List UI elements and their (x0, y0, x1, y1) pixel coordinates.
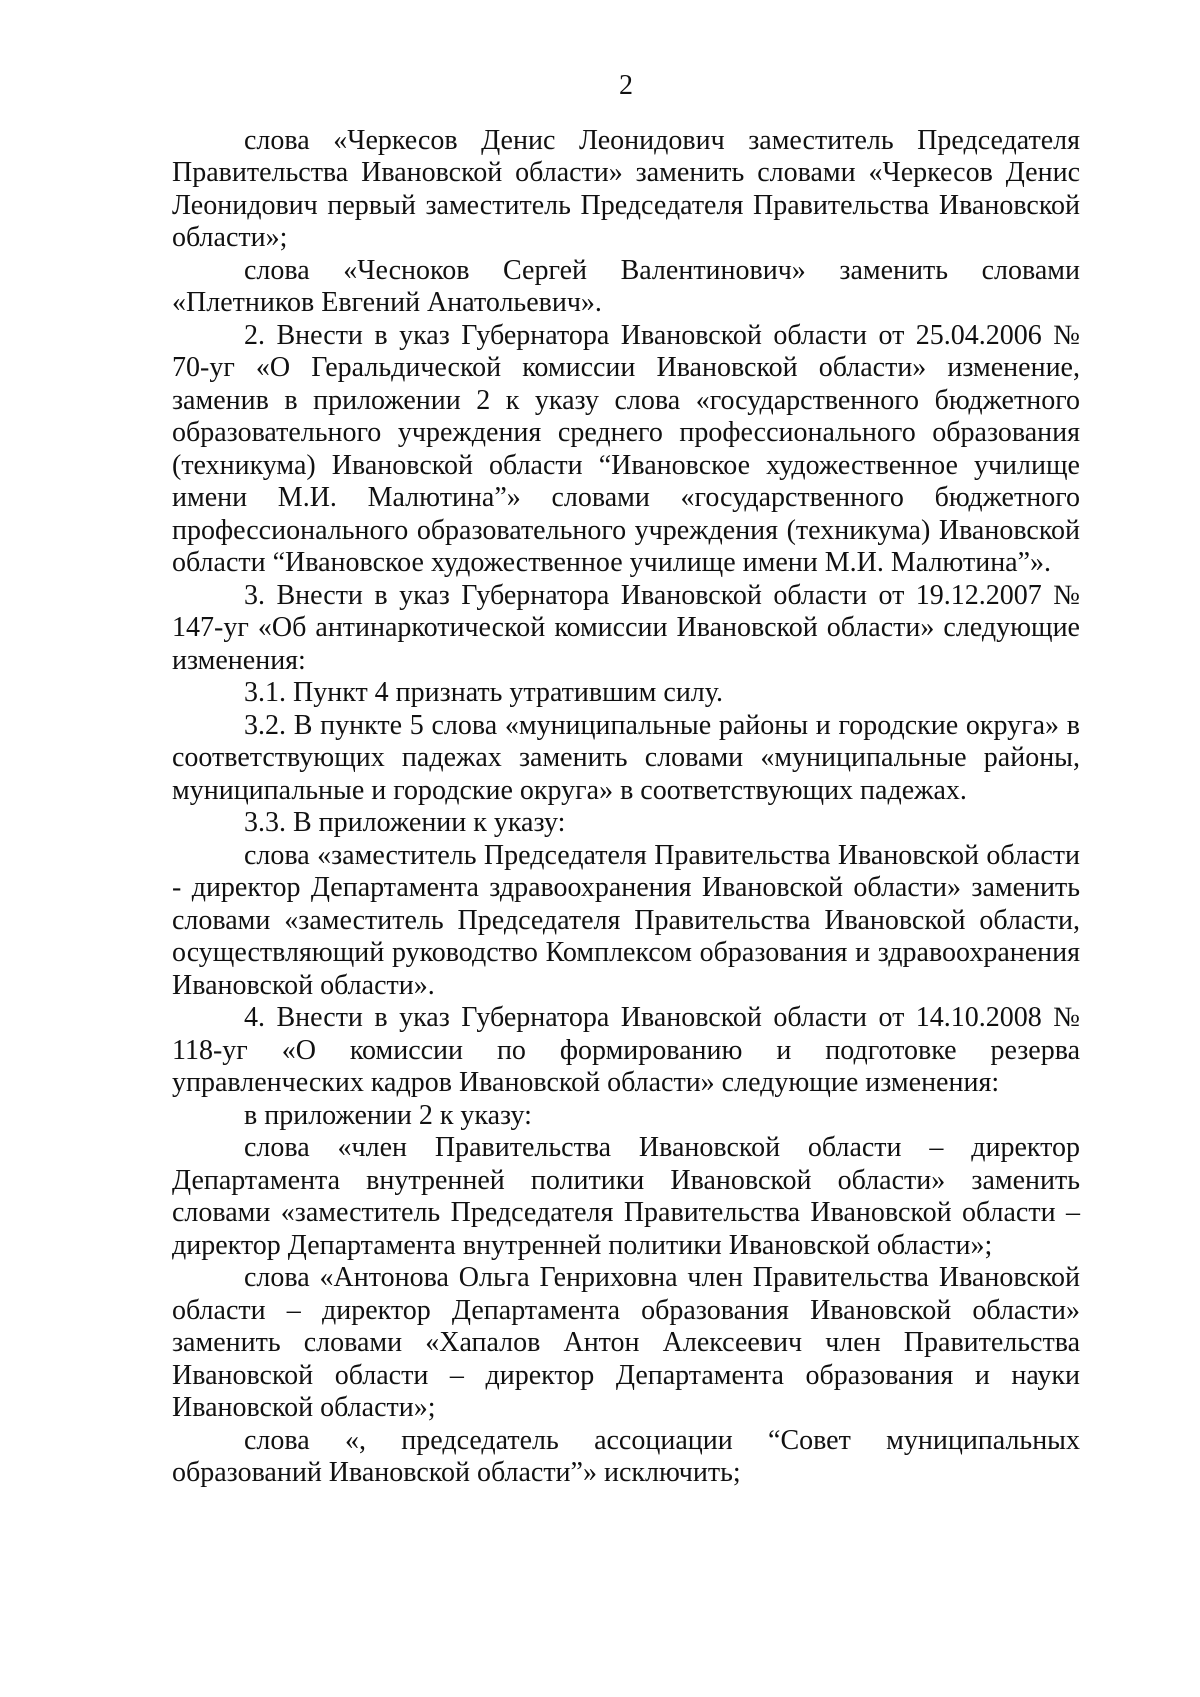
paragraph: слова «Антонова Ольга Генриховна член Правительства Ивановской области – директор Департамента образования Ивановской области» заменить словами «Хапалов Антон Алексеевич член Правительства Ивановской области – директор Департамента образования и науки Ивановской области»; (172, 1262, 1080, 1423)
paragraph: слова «член Правительства Ивановской области – директор Департамента внутренней политики Ивановской области» заменить словами «заместитель Председателя Правительства Ивановской области – директор Департамента внутренней политики Ивановской области»; (172, 1132, 1080, 1261)
page-number: 2 (619, 70, 633, 101)
paragraph: 4. Внести в указ Губернатора Ивановской области от 14.10.2008 № 118-уг «О комиссии по формированию и подготовке резерва управленческих кадров Ивановской области» следующие изменения: (172, 1002, 1080, 1098)
paragraph: 3. Внести в указ Губернатора Ивановской области от 19.12.2007 № 147-уг «Об антинаркотической комиссии Ивановской области» следующие изменения: (172, 579, 1080, 676)
paragraph: 2. Внести в указ Губернатора Ивановской области от 25.04.2006 № 70-уг «О Геральдической комиссии Ивановской области» изменение, заменив в приложении 2 к указу слова «государственного бюджетного образовательного учреждения среднего профессионального образования (техникума) Ивановской области “Ивановское художественное училище имени М.И. Малютина”» словами «государственного бюджетного профессионального образовательного учреждения (техникума) Ивановской области “Ивановское художественное училище имени М.И. Малютина”». (172, 319, 1080, 578)
paragraph: в приложении 2 к указу: (244, 1099, 532, 1131)
paragraph: слова «Черкесов Денис Леонидович заместитель Председателя Правительства Ивановской области» заменить словами «Черкесов Денис Леонидович первый заместитель Председателя Правительства Ивановской области»; (172, 124, 1080, 253)
paragraph: слова «, председатель ассоциации “Совет муниципальных образований Ивановской области”» исключить; (172, 1424, 1080, 1488)
paragraph: слова «Чесноков Сергей Валентинович» заменить словами «Плетников Евгений Анатольевич». (172, 254, 1080, 318)
document-page (172, 70, 1080, 1490)
paragraph: 3.1. Пункт 4 признать утратившим силу. (244, 677, 723, 708)
paragraph: слова «заместитель Председателя Правительства Ивановской области - директор Департамента здравоохранения Ивановской области» заменить словами «заместитель Председателя Правительства Ивановской области, осуществляющий руководство Комплексом образования и здравоохранения Ивановской области». (172, 839, 1080, 1001)
paragraph: 3.3. В приложении к указу: (244, 807, 566, 838)
paragraph: 3.2. В пункте 5 слова «муниципальные районы и городские округа» в соответствующих падежах заменить словами «муниципальные районы, муниципальные и городские округа» в соответствующих падежах. (172, 709, 1080, 806)
